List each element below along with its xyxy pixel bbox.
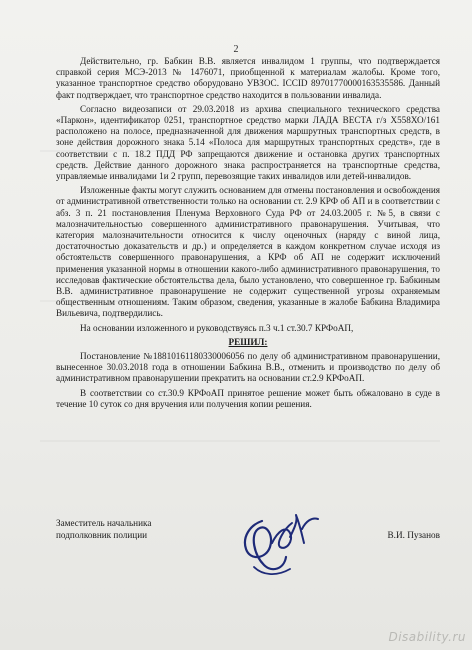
paragraph-legal-reasoning: Изложенные факты могут служить основанием для отмены постановления и освобождения от административной ответственности только на основании ст. 2.9 КРФ об АП и в соответствии с абз. 3 п. 21 постановления Пленума Верховного Суда РФ от 24.03.2005 г. №5, в связи с малозначительностью совершенного административного правонарушения. Учитывая, что категория малозначительности относится к числу оценочных (наряду с виной лица, достаточностью доказательств и др.) и определяется в каждом конкретном случае исходя из обстоятельств совершенного правонарушения, а КРФ об АП не содержит исключений применения указанной нормы в отношении какого-либо административного правонарушения, то исследовав фактические обстоятельства дела, было установлено, что совершенное гр. Бабкиным В.В. административное правонарушение не содержит существенной угрозы охраняемым общественным отношениям. Таким образом, сведения, указанные в жалобе Бабкина Владимира Вильевича, подтвердились. [56,185,440,319]
signatory-title-line2: подполковник полиции [56,530,148,540]
paragraph-disability-confirmation: Действительно, гр. Бабкин В.В. является инвалидом 1 группы, что подтверждается справкой серия МСЭ-2013 № 1476071, приобщенной к материалам жалобы. Кроме того, указанное транспортное средство оборудовано УВЗОС. ICCID 89701770000163535586. Данный факт подтверждает, что транспортное средство находится в пользовании инвалида. [56,56,440,100]
page-number: 2 [233,44,239,55]
signatory-name: В.И. Пузанов [387,530,440,540]
paragraph-basis: На основании изложенного и руководствуясь п.3 ч.1 ст.30.7 КРФоАП, [80,322,354,333]
paragraph-decision: Постановление №18810161180330006056 по делу об административном правонарушении, вынесенное 30.03.2018 года в отношении Бабкина В.В., отменить и производство по делу об административном правонарушении прекратить на основании ст.2.9 КРФоАП. [56,351,440,384]
paragraph-appeal: В соответствии со ст.30.9 КРФоАП принятое решение может быть обжаловано в суде в течение 10 суток со дня вручения или получения копии решения. [56,387,440,409]
paragraph-video-evidence: Согласно видеозаписи от 29.03.2018 из архива специального технического средства «Паркон», идентификатор 0251, транспортное средство марки ЛАДА ВЕСТА г/з Х558ХО/161 расположено на полосе, предназначенной для движения маршрутных транспортных средств, в зоне действия дорожного знака 5.14 «Полоса для маршрутных транспортных средств», где в соответствии с п. 18.2 ПДД РФ запрещаются движение и остановка других транспортных средств. Действие данного дорожного знака распространяется на транспортные средства, управляемые инвалидами 1и 2 групп, перевозящие таких инвалидов или детей-инвалидов. [56,103,440,182]
watermark: Disability.ru [388,630,466,644]
bleed-through-line [40,440,440,442]
signatory-title-line1: Заместитель начальника [56,518,152,528]
document-body [56,56,440,413]
handwritten-signature [232,507,324,583]
decision-heading: РЕШИЛ: [228,336,268,347]
